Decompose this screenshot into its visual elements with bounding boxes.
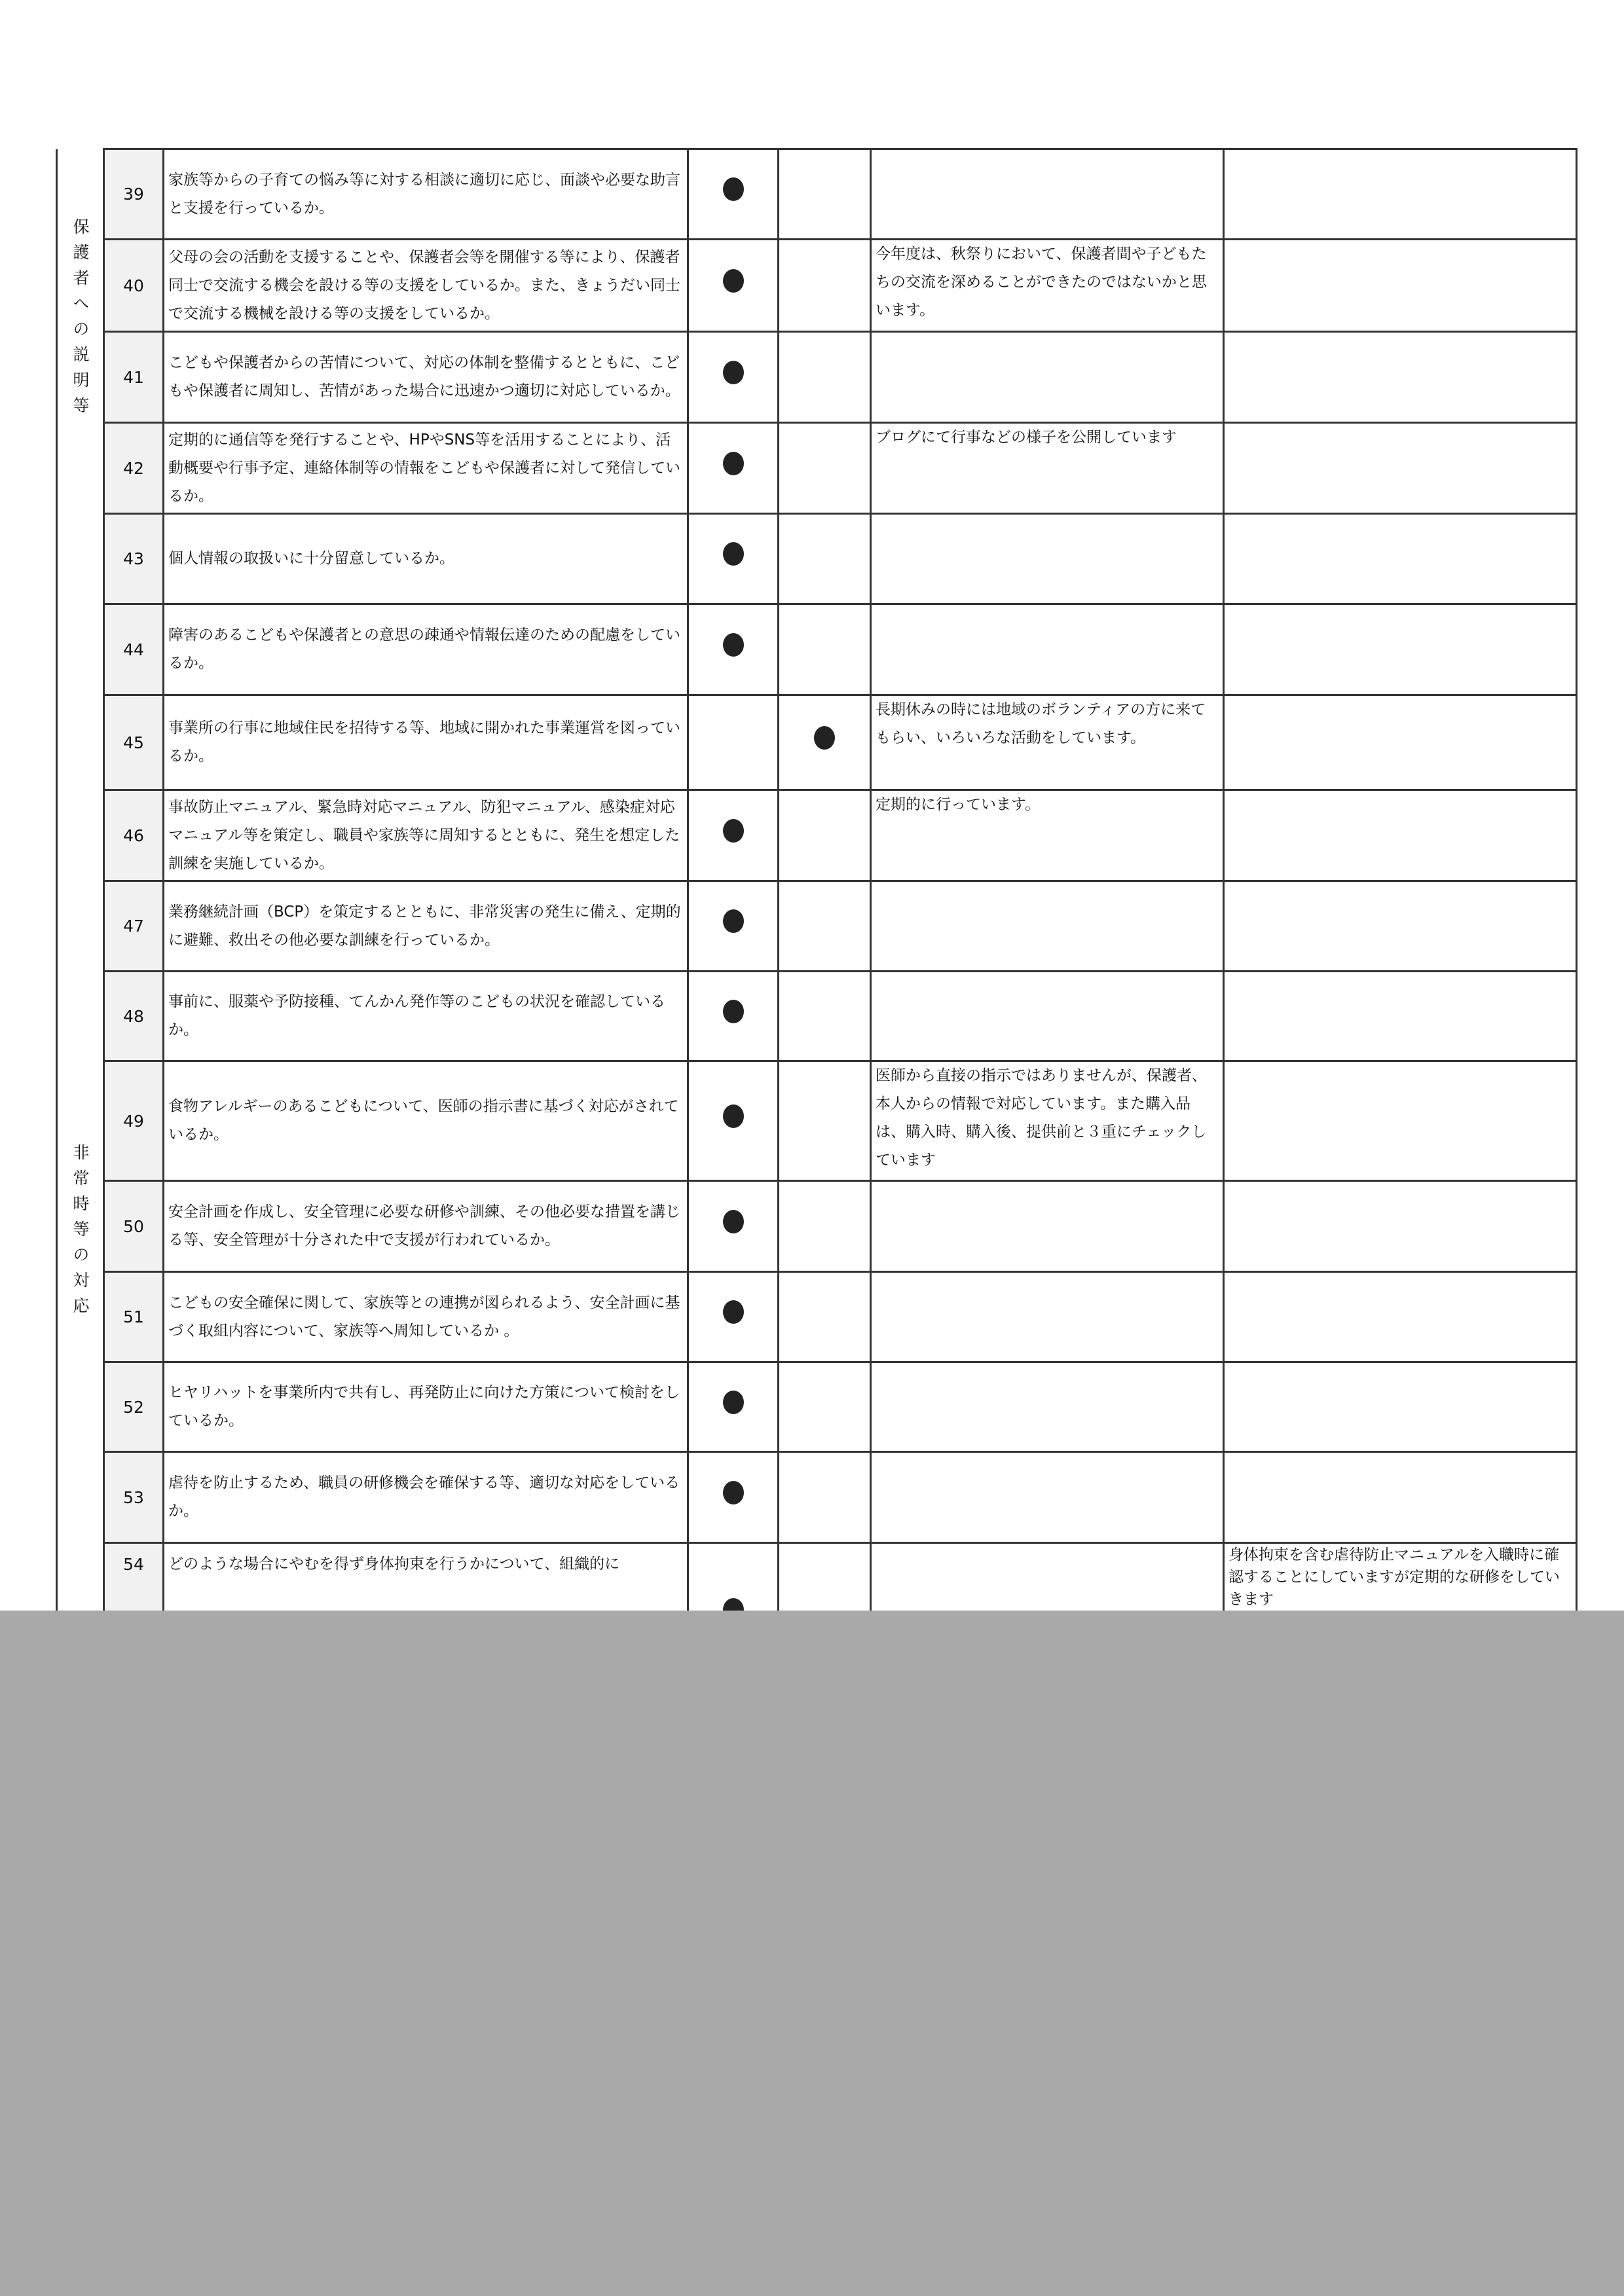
no-cell: [779, 149, 871, 240]
improvement-text: [1224, 790, 1577, 881]
filled-circle-mark-icon: [723, 633, 744, 657]
no-cell: [779, 881, 871, 972]
self-evaluation-table: [56, 148, 1578, 1688]
improvement-text: [1224, 1452, 1577, 1543]
question-text: 家族等からの子育ての悩み等に対する相談に適切に応じ、面談や必要な助言と支援を行っているか。: [164, 149, 688, 240]
category-cell: [57, 790, 104, 1687]
filled-circle-mark-icon: [723, 452, 744, 475]
comment-text: [871, 972, 1224, 1061]
no-cell: [779, 240, 871, 332]
comment-text: ブログにて行事などの様子を公開しています: [871, 423, 1224, 514]
question-text: こどもや保護者からの苦情について、対応の体制を整備するとともに、こどもや保護者に周知し、苦情があった場合に迅速かつ適切に対応しているか。: [164, 332, 688, 423]
comment-text: [871, 514, 1224, 604]
yes-cell: [688, 790, 779, 881]
question-text: どのような場合にやむを得ず身体拘束を行うかについて、組織的に: [164, 1543, 688, 1687]
yes-cell: [688, 1061, 779, 1181]
table-row: [57, 1181, 1577, 1272]
table-row: [57, 881, 1577, 972]
no-cell: [779, 1362, 871, 1452]
table-row: [57, 695, 1577, 790]
comment-text: [871, 1362, 1224, 1452]
item-number: 43: [104, 514, 164, 604]
question-text: こどもの安全確保に関して、家族等との連携が図られるよう、安全計画に基づく取組内容について、家族等へ周知しているか 。: [164, 1272, 688, 1362]
item-number: 47: [104, 881, 164, 972]
improvement-text: [1224, 1061, 1577, 1181]
question-text: 業務継続計画（BCP）を策定するとともに、非常災害の発生に備え、定期的に避難、救出その他必要な訓練を行っているか。: [164, 881, 688, 972]
filled-circle-mark-icon: [723, 1000, 744, 1023]
table-row: [57, 332, 1577, 423]
yes-cell: [688, 972, 779, 1061]
question-text: 事故防止マニュアル、緊急時対応マニュアル、防犯マニュアル、感染症対応マニュアル等を策定し、職員や家族等に周知するとともに、発生を想定した訓練を実施しているか。: [164, 790, 688, 881]
question-text: ヒヤリハットを事業所内で共有し、再発防止に向けた方策について検討をしているか。: [164, 1362, 688, 1452]
improvement-text: [1224, 332, 1577, 423]
no-cell: [779, 1181, 871, 1272]
item-number: 51: [104, 1272, 164, 1362]
category-label: 非常時等の対応: [71, 1143, 90, 1322]
improvement-text: [1224, 695, 1577, 790]
no-cell: [779, 423, 871, 514]
yes-cell: [688, 1181, 779, 1272]
item-number: 50: [104, 1181, 164, 1272]
table-row: [57, 1362, 1577, 1452]
filled-circle-mark-icon: [814, 726, 835, 750]
item-number: 48: [104, 972, 164, 1061]
improvement-text: [1224, 1181, 1577, 1272]
question-text: 定期的に通信等を発行することや、HPやSNS等を活用することにより、活動概要や行事予定、連絡体制等の情報をこどもや保護者に対して発信しているか。: [164, 423, 688, 514]
filled-circle-mark-icon: [723, 361, 744, 384]
no-cell: [779, 790, 871, 881]
comment-text: [871, 881, 1224, 972]
improvement-text: [1224, 423, 1577, 514]
item-number: 41: [104, 332, 164, 423]
no-cell: [779, 695, 871, 790]
item-number: 54: [104, 1543, 164, 1687]
table-row: [57, 790, 1577, 881]
table-row: [57, 604, 1577, 695]
question-text: 父母の会の活動を支援することや、保護者会等を開催する等により、保護者同士で交流する機会を設ける等の支援をしているか。また、きょうだい同士で交流する機械を設ける等の支援をしているか。: [164, 240, 688, 332]
category-label: 保護者への説明等: [71, 217, 90, 422]
table-row: [57, 423, 1577, 514]
table-row: [57, 1452, 1577, 1543]
improvement-text: [1224, 972, 1577, 1061]
item-number: 44: [104, 604, 164, 695]
question-text: 虐待を防止するため、職員の研修機会を確保する等、適切な対応をしているか。: [164, 1452, 688, 1543]
no-cell: [779, 332, 871, 423]
yes-cell: [688, 514, 779, 604]
yes-cell: [688, 423, 779, 514]
yes-cell: [688, 695, 779, 790]
improvement-text: [1224, 240, 1577, 332]
improvement-text: [1224, 604, 1577, 695]
improvement-text: 身体拘束を含む虐待防止マニュアルを入職時に確認することにしていますが定期的な研修をしていきます: [1224, 1543, 1577, 1687]
filled-circle-mark-icon: [723, 177, 744, 201]
filled-circle-mark-icon: [723, 1210, 744, 1233]
filled-circle-mark-icon: [723, 269, 744, 293]
question-text: 食物アレルギーのあるこどもについて、医師の指示書に基づく対応がされているか。: [164, 1061, 688, 1181]
item-number: 40: [104, 240, 164, 332]
item-number: 52: [104, 1362, 164, 1452]
category-cell: [57, 149, 104, 790]
comment-text: [871, 149, 1224, 240]
comment-text: [871, 604, 1224, 695]
item-number: 49: [104, 1061, 164, 1181]
filled-circle-mark-icon: [723, 1300, 744, 1324]
item-number: 53: [104, 1452, 164, 1543]
improvement-text: [1224, 149, 1577, 240]
comment-text: [871, 1181, 1224, 1272]
table-row: [57, 1061, 1577, 1181]
filled-circle-mark-icon: [723, 542, 744, 566]
item-number: 45: [104, 695, 164, 790]
filled-circle-mark-icon: [723, 1391, 744, 1414]
comment-text: 今年度は、秋祭りにおいて、保護者間や子どもたちの交流を深めることができたのではないかと思います。: [871, 240, 1224, 332]
comment-text: 長期休みの時には地域のボランティアの方に来てもらい、いろいろな活動をしています。: [871, 695, 1224, 790]
question-text: 個人情報の取扱いに十分留意しているか。: [164, 514, 688, 604]
no-cell: [779, 514, 871, 604]
redacted-overlay: [0, 1611, 1624, 2296]
comment-text: 定期的に行っています。: [871, 790, 1224, 881]
table-row: [57, 1272, 1577, 1362]
table-row: [57, 240, 1577, 332]
table-row: [57, 149, 1577, 240]
table-row: [57, 972, 1577, 1061]
yes-cell: [688, 240, 779, 332]
improvement-text: [1224, 1272, 1577, 1362]
no-cell: [779, 1061, 871, 1181]
comment-text: [871, 1452, 1224, 1543]
item-number: 46: [104, 790, 164, 881]
question-text: 障害のあるこどもや保護者との意思の疎通や情報伝達のための配慮をしているか。: [164, 604, 688, 695]
filled-circle-mark-icon: [723, 909, 744, 933]
question-text: 事前に、服薬や予防接種、てんかん発作等のこどもの状況を確認しているか。: [164, 972, 688, 1061]
comment-text: [871, 1272, 1224, 1362]
question-text: 安全計画を作成し、安全管理に必要な研修や訓練、その他必要な措置を講じる等、安全管理が十分された中で支援が行われているか。: [164, 1181, 688, 1272]
item-number: 42: [104, 423, 164, 514]
yes-cell: [688, 149, 779, 240]
improvement-text: [1224, 881, 1577, 972]
question-text: 事業所の行事に地域住民を招待する等、地域に開かれた事業運営を図っているか。: [164, 695, 688, 790]
yes-cell: [688, 332, 779, 423]
yes-cell: [688, 1272, 779, 1362]
improvement-text: [1224, 1362, 1577, 1452]
yes-cell: [688, 881, 779, 972]
filled-circle-mark-icon: [723, 819, 744, 843]
comment-text: [871, 332, 1224, 423]
no-cell: [779, 1452, 871, 1543]
yes-cell: [688, 1362, 779, 1452]
table-row: [57, 514, 1577, 604]
item-number: 39: [104, 149, 164, 240]
yes-cell: [688, 1452, 779, 1543]
no-cell: [779, 1272, 871, 1362]
no-cell: [779, 972, 871, 1061]
filled-circle-mark-icon: [723, 1104, 744, 1128]
comment-text: 医師から直接の指示ではありませんが、保護者、本人からの情報で対応しています。また購入品は、購入時、購入後、提供前と３重にチェックしています: [871, 1061, 1224, 1181]
yes-cell: [688, 604, 779, 695]
improvement-text: [1224, 514, 1577, 604]
filled-circle-mark-icon: [723, 1481, 744, 1504]
no-cell: [779, 604, 871, 695]
